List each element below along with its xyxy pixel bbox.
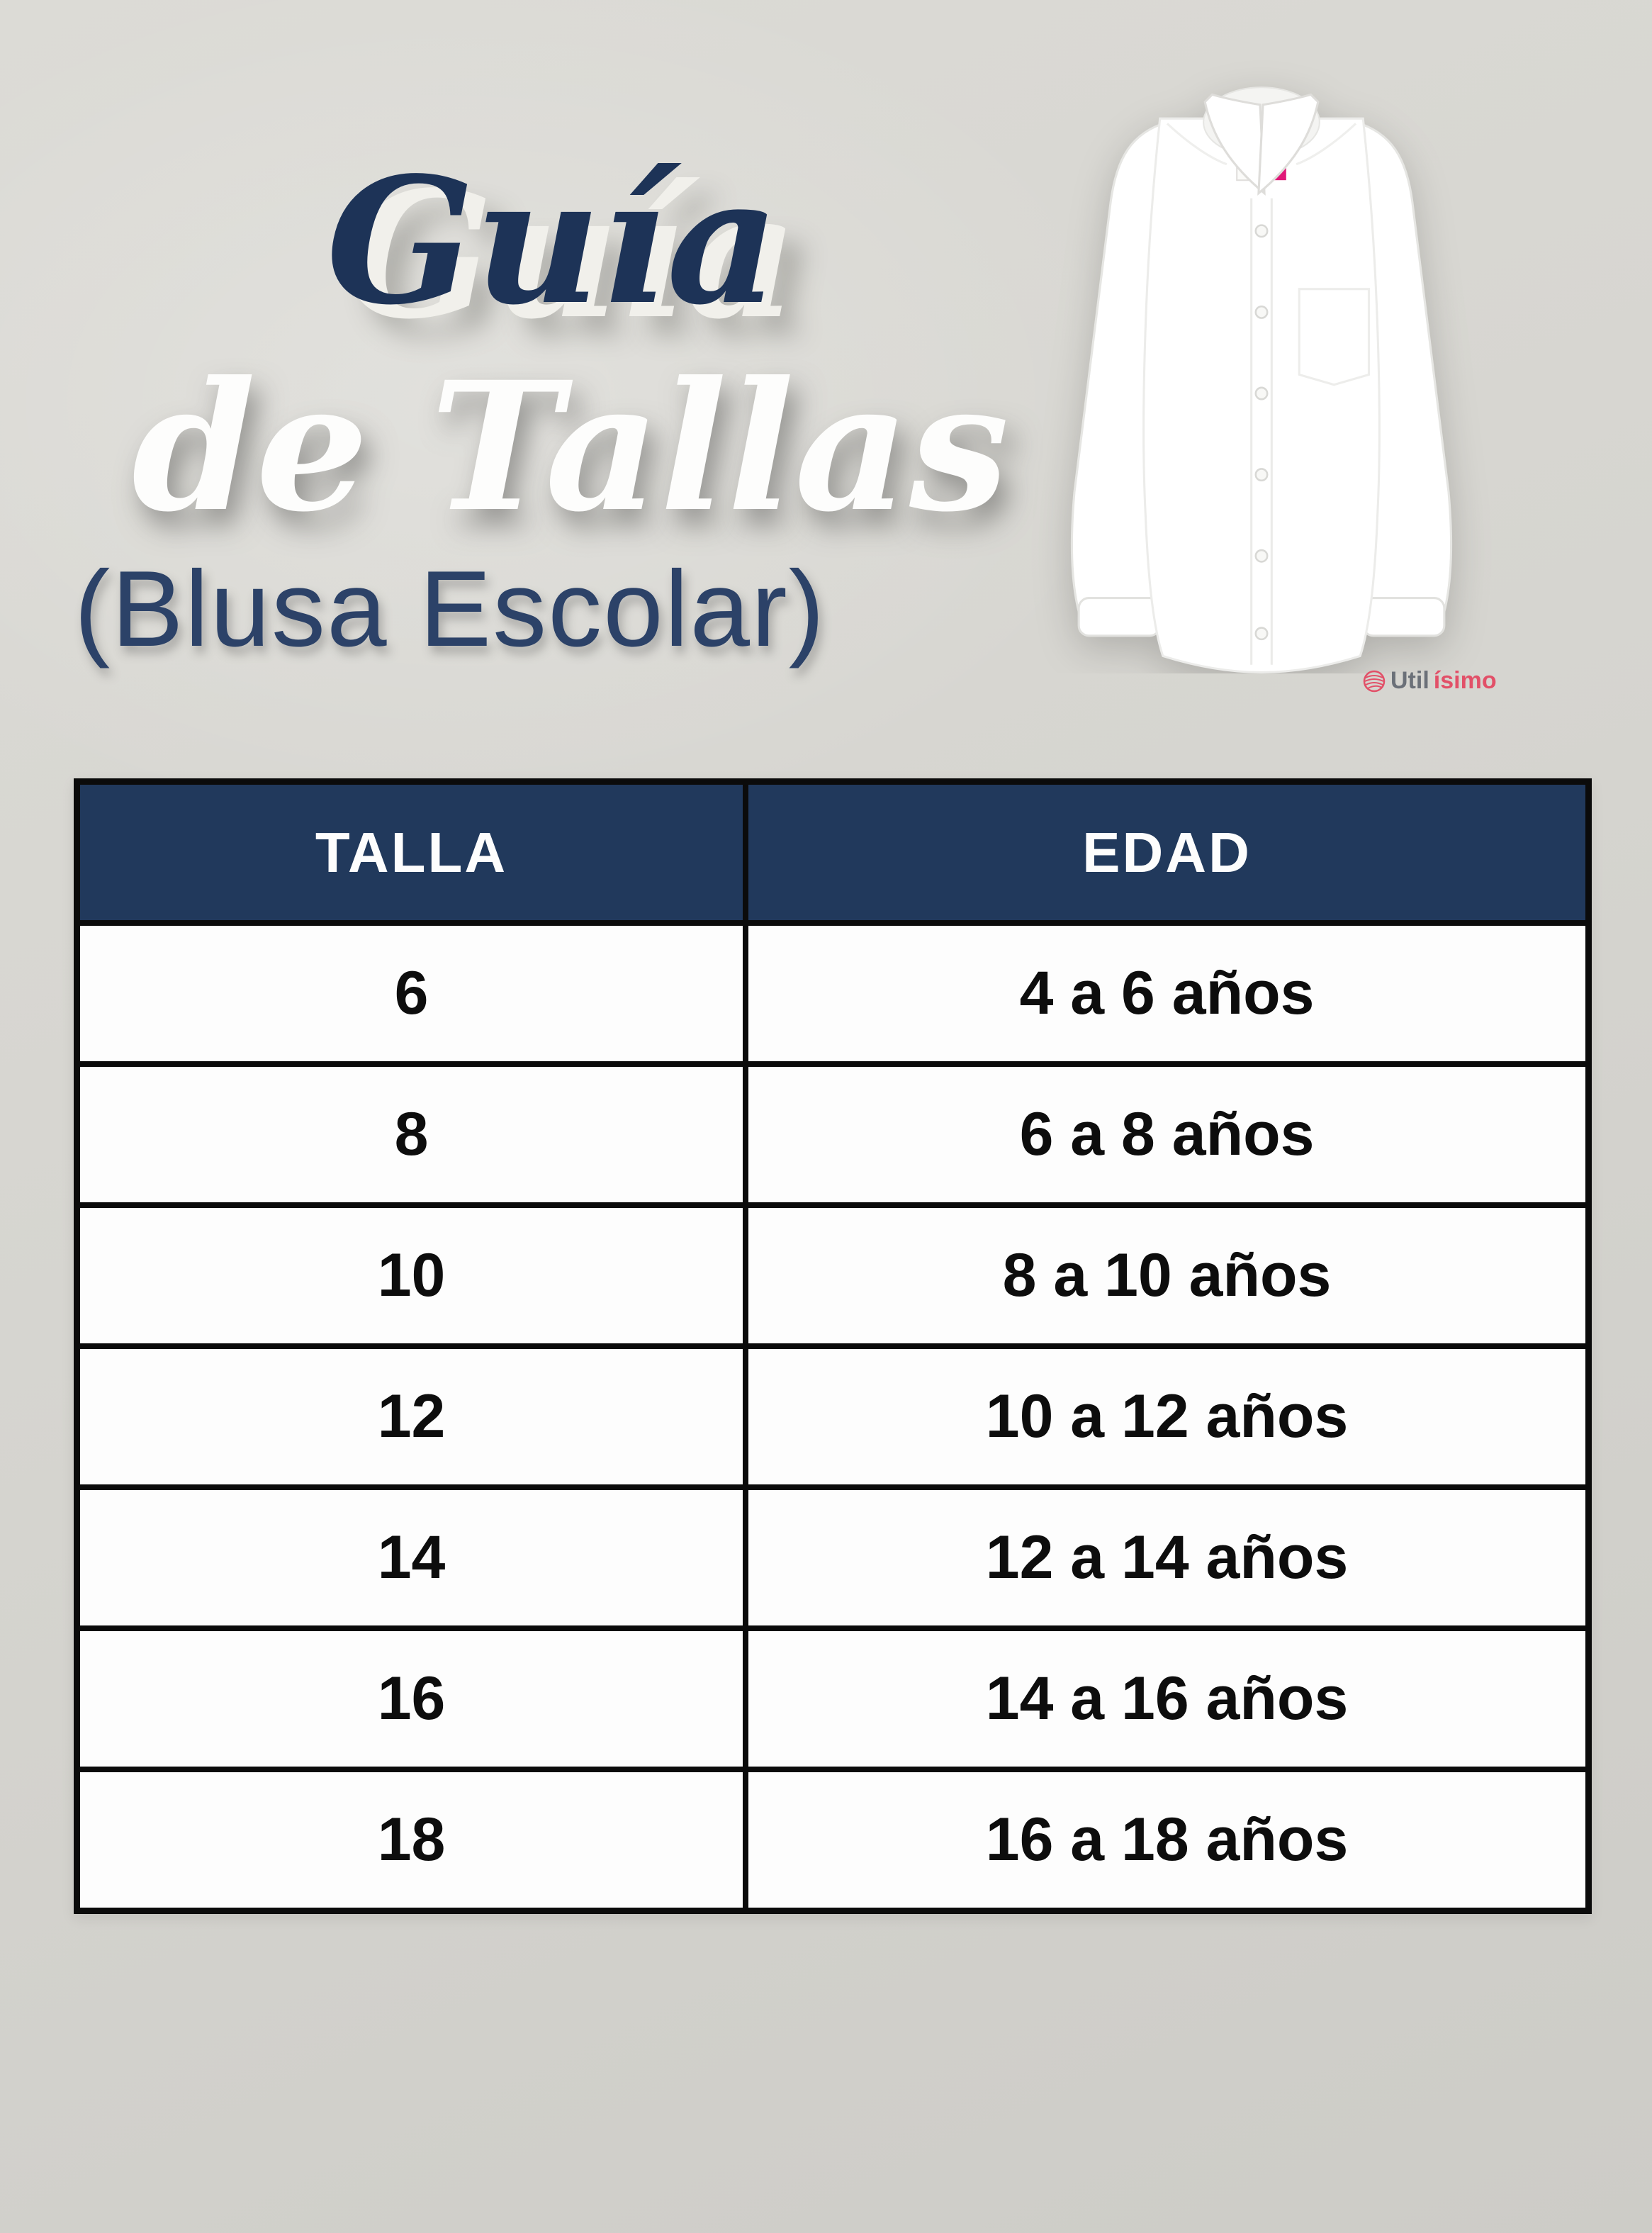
size-cell: 10	[80, 1208, 748, 1343]
table-row	[80, 920, 1585, 1061]
blouse-left-cuff	[1079, 598, 1160, 636]
blouse-illustration	[1021, 50, 1502, 673]
age-cell: 14 a 16 años	[985, 1664, 1349, 1733]
size-cell: 14	[80, 1490, 748, 1625]
watermark-utilisimo	[1362, 667, 1497, 695]
watermark-suffix: ísimo	[1433, 667, 1497, 694]
age-cell: 10 a 12 años	[985, 1382, 1349, 1450]
age-cell: 8 a 10 años	[1002, 1241, 1332, 1309]
column-header-talla: TALLA	[80, 785, 748, 920]
page-subtitle: (Blusa Escolar)	[74, 549, 826, 669]
table-row	[80, 1061, 1585, 1202]
age-cell: 4 a 6 años	[1019, 959, 1315, 1027]
size-table-header-row	[80, 785, 1585, 920]
table-row	[80, 1625, 1585, 1767]
size-cell: 12	[80, 1349, 748, 1484]
blouse-right-cuff	[1363, 598, 1444, 636]
size-cell: 6	[80, 926, 748, 1061]
page-title-line1: Guía	[326, 139, 780, 343]
table-row	[80, 1202, 1585, 1343]
table-row	[80, 1767, 1585, 1908]
age-cell: 16 a 18 años	[985, 1806, 1349, 1874]
product-photo-blouse	[1021, 50, 1502, 673]
table-row	[80, 1484, 1585, 1625]
size-cell: 8	[80, 1067, 748, 1202]
globe-icon	[1362, 669, 1386, 693]
age-cell: 12 a 14 años	[985, 1523, 1349, 1591]
size-cell: 18	[80, 1772, 748, 1908]
table-row	[80, 1343, 1585, 1484]
age-cell: 6 a 8 años	[1019, 1100, 1315, 1168]
size-table	[74, 778, 1592, 1914]
column-header-edad: EDAD	[1082, 820, 1252, 884]
size-cell: 16	[80, 1631, 748, 1767]
watermark-prefix: Util	[1390, 667, 1429, 694]
page-title-line2: de Tallas	[132, 342, 1009, 551]
